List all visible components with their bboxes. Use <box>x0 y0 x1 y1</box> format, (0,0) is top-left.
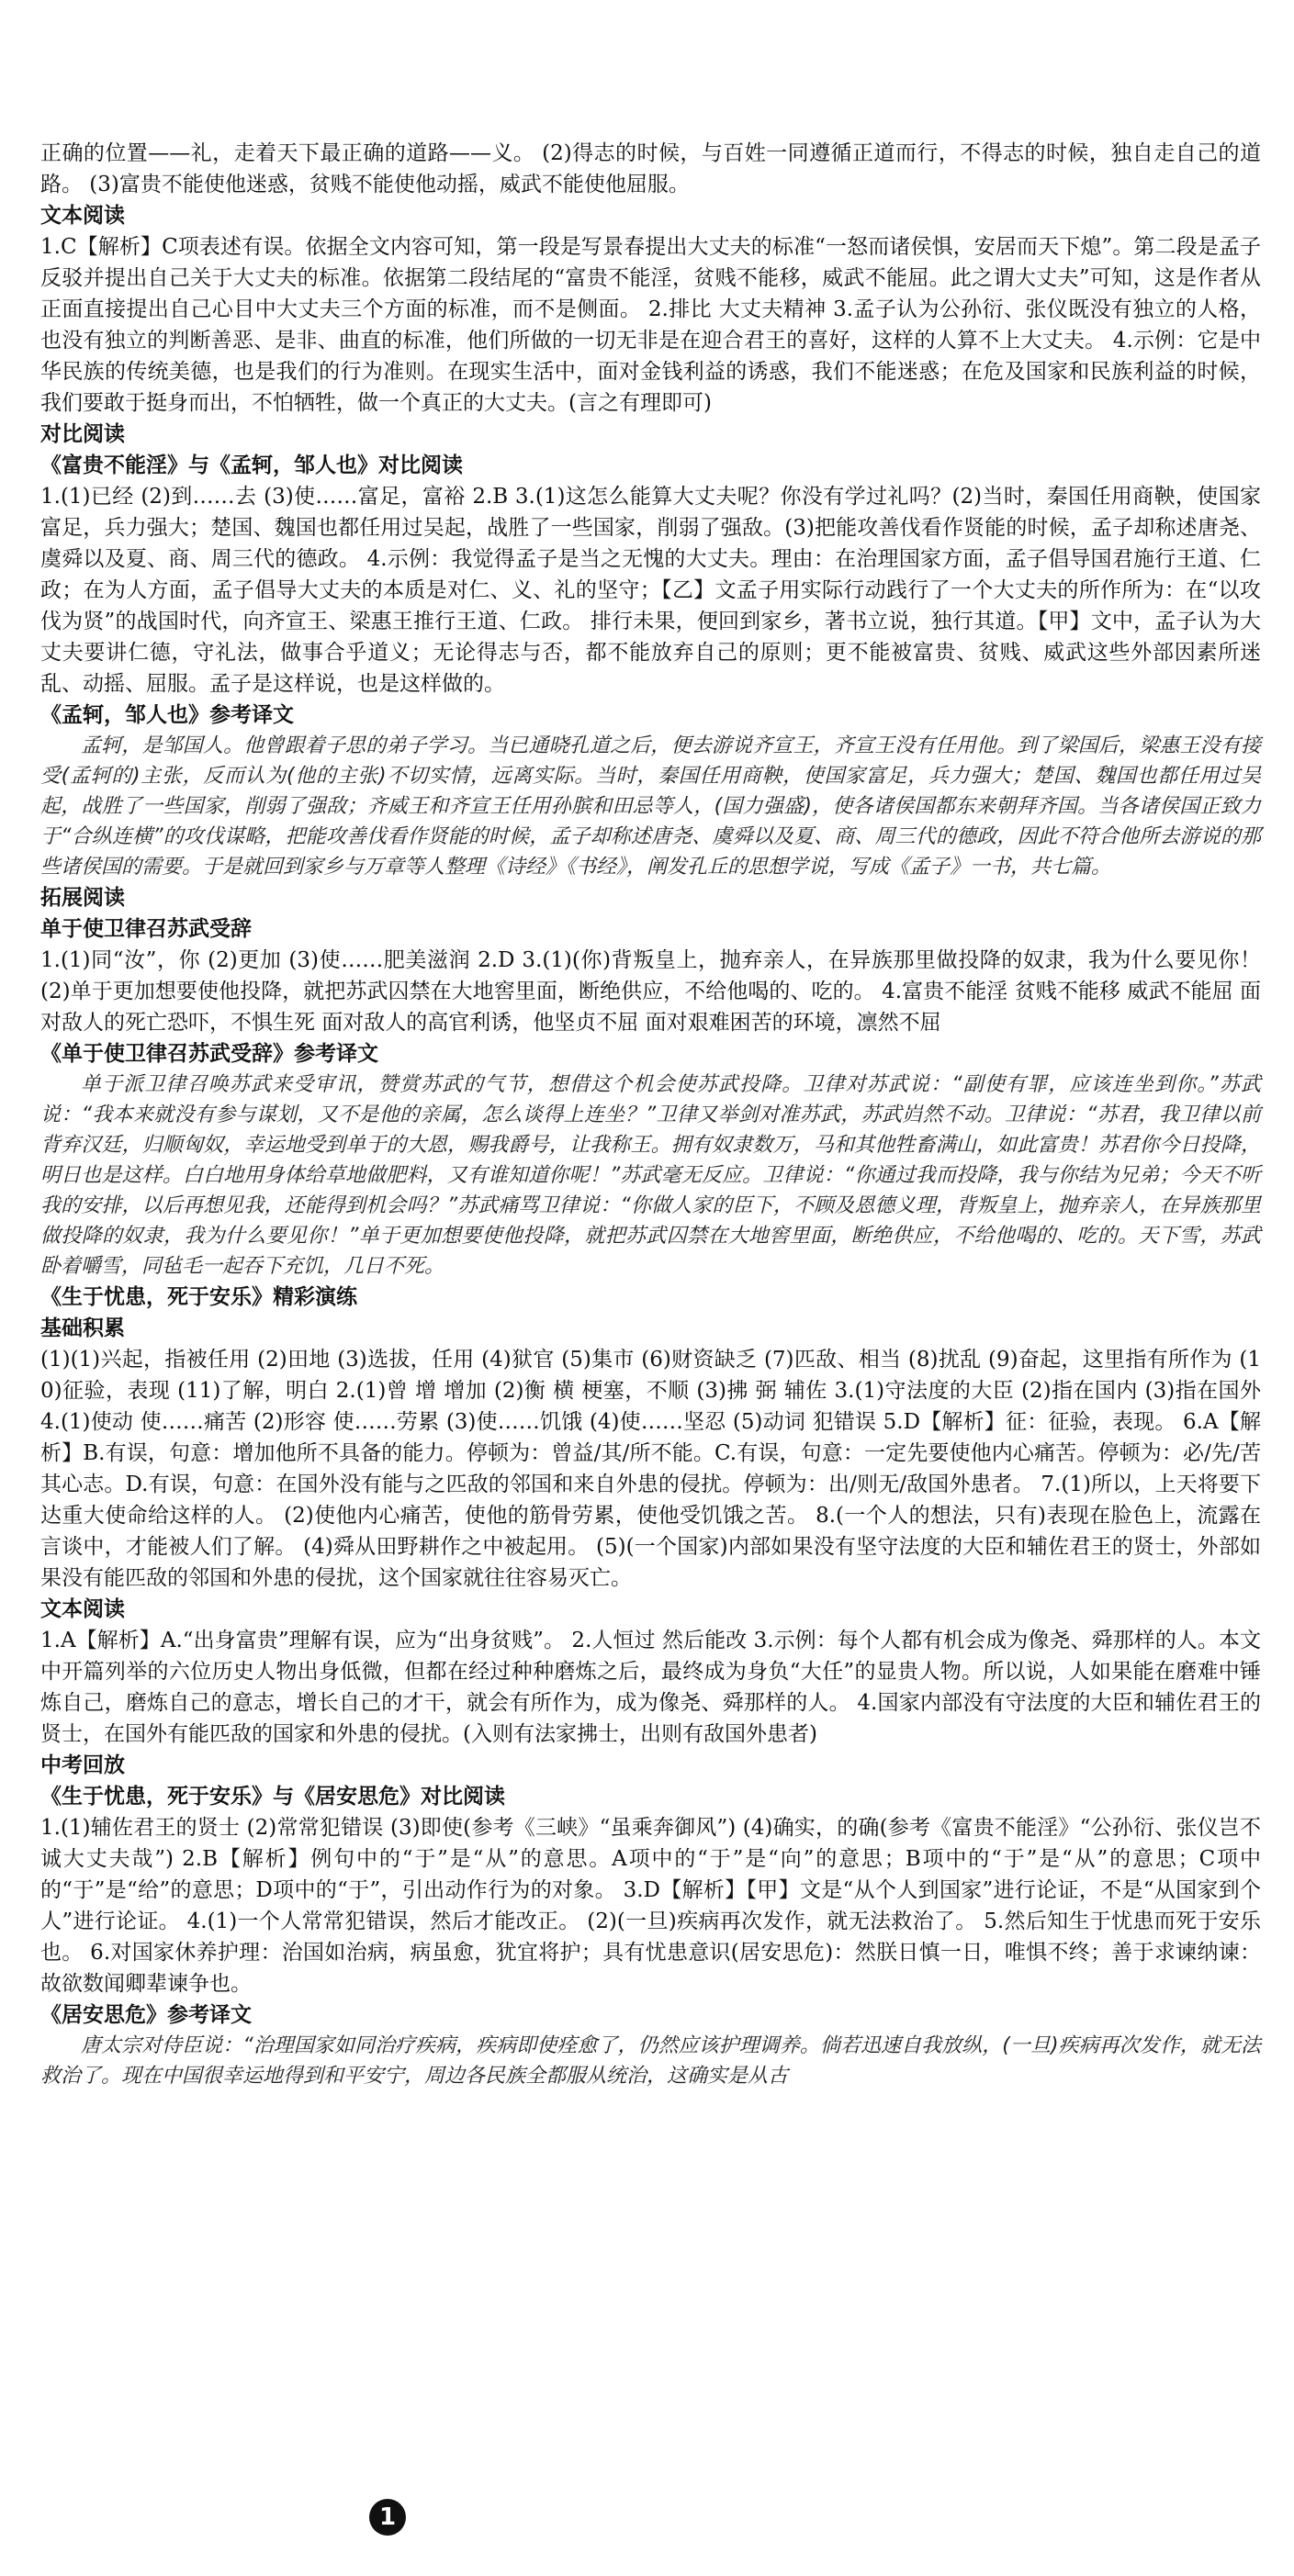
answer-content <box>40 138 1261 2091</box>
section-heading: 基础积累 <box>40 1316 125 1340</box>
subsection-heading: 《居安思危》参考译文 <box>40 2003 252 2027</box>
section-heading: 文本阅读 <box>40 1597 125 1621</box>
section-heading: 中考回放 <box>40 1753 125 1777</box>
translation-paragraph: 唐太宗对侍臣说：“治理国家如同治疗疾病，疾病即使痊愈了，仍然应该护理调养。倘若迅速自我放纵，(一旦)疾病再次发作，就无法救治了。现在中国很幸运地得到和平安宁，周边各民族全都服从统治，这确实是从古 <box>40 2034 1261 2088</box>
answer-paragraph: 1.(1)辅佐君王的贤士 (2)常常犯错误 (3)即使(参考《三峡》“虽乘奔御风”) (4)确实，的确(参考《富贵不能淫》“公孙衍、张仪岂不诚大丈夫哉”) 2.B【解析】例句中的“于”是“从”的意思。A项中的“于”是“向”的意思；B项中的“于”是“从”的意思；C项中的“于”是“给”的意思；D项中的“于”，引出动作行为的对象。 3.D【解析】【甲】文是“从个人到国家”进行论证，不是“从国家到个人”进行论证。 4.(1)一个人常常犯错误，然后才能改正。 (2)(一旦)疾病再次发作，就无法救治了。 5.然后知生于忧患而死于安乐也。 6.对国家休养护理：治国如治病，病虽愈，犹宜将护；具有忧患意识(居安思危)：然朕日慎一日，唯惧不终；善于求谏纳谏：故欲数闻卿辈谏争也。 <box>40 1816 1261 1996</box>
section-heading: 文本阅读 <box>40 204 125 228</box>
answer-paragraph: 正确的位置——礼，走着天下最正确的道路——义。 (2)得志的时候，与百姓一同遵循正道而行，不得志的时候，独自走自己的道路。 (3)富贵不能使他迷惑，贫贱不能使他动摇，威武不能使他屈服。 <box>40 141 1261 196</box>
subsection-heading: 《富贵不能淫》与《孟轲，邹人也》对比阅读 <box>40 454 463 477</box>
answer-paragraph: 1.C【解析】C项表述有误。依据全文内容可知，第一段是写景春提出大丈夫的标准“一怒而诸侯惧，安居而天下熄”。第二段是孟子反驳并提出自己关于大丈夫的标准。依据第二段结尾的“富贵不能淫，贫贱不能移，威武不能屈。此之谓大丈夫”可知，这是作者从正面直接提出自己心目中大丈夫三个方面的标准，而不是侧面。 2.排比 大丈夫精神 3.孟子认为公孙衍、张仪既没有独立的人格，也没有独立的判断善恶、是非、曲直的标准，他们所做的一切无非是在迎合君王的喜好，这样的人算不上大丈夫。 4.示例：它是中华民族的传统美德，也是我们的行为准则。在现实生活中，面对金钱利益的诱惑，我们不能迷惑；在危及国家和民族利益的时候，我们要敢于挺身而出，不怕牺牲，做一个真正的大丈夫。(言之有理即可) <box>40 235 1261 415</box>
answer-paragraph: (1)(1)兴起，指被任用 (2)田地 (3)选拔，任用 (4)狱官 (5)集市 (6)财资缺乏 (7)匹敌、相当 (8)扰乱 (9)奋起，这里指有所作为 (10)征验，表现 (11)了解，明白 2.(1)曾 增 增加 (2)衡 横 梗塞，不顺 (3)拂 弼 辅佐 3.(1)守法度的大臣 (2)指在国内 (3)指在国外 4.(1)使动 使……痛苦 (2)形容 使……劳累 (3)使……饥饿 (4)使……坚忍 (5)动词 犯错误 5.D【解析】征：征验，表现。 6.A【解析】B.有误，句意：增加他所不具备的能力。停顿为：曾益/其/所不能。C.有误，句意：一定先要使他内心痛苦。停顿为：必/先/苦其心志。D.有误，句意：在国外没有能与之匹敌的邻国和来自外患的侵扰。停顿为：出/则无/敌国外患者。 7.(1)所以，上天将要下达重大使命给这样的人。 (2)使他内心痛苦，使他的筋骨劳累，使他受饥饿之苦。 8.(一个人的想法，只有)表现在脸色上，流露在言谈中，才能被人们了解。 (4)舜从田野耕作之中被起用。 (5)(一个国家)内部如果没有坚守法度的大臣和辅佐君王的贤士，外部如果没有能匹敌的邻国和外患的侵扰，这个国家就往往容易灭亡。 <box>40 1348 1261 1590</box>
translation-paragraph: 孟轲，是邹国人。他曾跟着子思的弟子学习。当已通晓孔道之后，便去游说齐宣王，齐宣王没有任用他。到了梁国后，梁惠王没有接受(孟轲的)主张，反而认为(他的主张)不切实情，远离实际。当时，秦国任用商鞅，使国家富足，兵力强大；楚国、魏国也都任用过吴起，战胜了一些国家，削弱了强敌；齐威王和齐宣王任用孙膑和田忌等人，(国力强盛)，使各诸侯国都东来朝拜齐国。当各诸侯国正致力于“合纵连横”的攻伐谋略，把能攻善伐看作贤能的时候，孟子却称述唐尧、虞舜以及夏、商、周三代的德政，因此不符合他所去游说的那些诸侯国的需要。于是就回到家乡与万章等人整理《诗经》《书经》，阐发孔丘的思想学说，写成《孟子》一书，共七篇。 <box>40 734 1261 879</box>
answer-paragraph: 1.(1)同“汝”，你 (2)更加 (3)使……肥美滋润 2.D 3.(1)(你)背叛皇上，抛弃亲人，在异族那里做投降的奴隶，我为什么要见你！ (2)单于更加想要使他投降，就把苏武囚禁在大地窖里面，断绝供应，不给他喝的、吃的。 4.富贵不能淫 贫贱不能移 威武不能屈 面对敌人的死亡恐吓，不惧生死 面对敌人的高官利诱，他坚贞不屈 面对艰难困苦的环境，凛然不屈 <box>40 948 1261 1035</box>
answer-paragraph: 1.A【解析】A.“出身富贵”理解有误，应为“出身贫贱”。 2.人恒过 然后能改 3.示例：每个人都有机会成为像尧、舜那样的人。本文中开篇列举的六位历史人物出身低微，但都在经过种种磨炼之后，最终成为身负“大任”的显贵人物。所以说，人如果能在磨难中锤炼自己，磨炼自己的意志，增长自己的才干，就会有所作为，成为像尧、舜那样的人。 4.国家内部没有守法度的大臣和辅佐君王的贤士，在国外有能匹敌的国家和外患的侵扰。(入则有法家拂士，出则有敌国外患者) <box>40 1629 1261 1746</box>
subsection-heading: 《生于忧患，死于安乐》精彩演练 <box>40 1285 357 1309</box>
subsection-heading: 《孟轲，邹人也》参考译文 <box>40 703 294 727</box>
subsection-heading: 《单于使卫律召苏武受辞》参考译文 <box>40 1042 378 1066</box>
answer-paragraph: 1.(1)已经 (2)到……去 (3)使……富足，富裕 2.B 3.(1)这怎么能算大丈夫呢？你没有学过礼吗？(2)当时，秦国任用商鞅，使国家富足，兵力强大；楚国、魏国也都任用过吴起，战胜了一些国家，削弱了强敌。(3)把能攻善伐看作贤能的时候，孟子却称述唐尧、虞舜以及夏、商、周三代的德政。 4.示例：我觉得孟子是当之无愧的大丈夫。理由：在治理国家方面，孟子倡导国君施行王道、仁政；在为人方面，孟子倡导大丈夫的本质是对仁、义、礼的坚守；【乙】文孟子用实际行动践行了一个大丈夫的所作所为：在“以攻伐为贤”的战国时代，向齐宣王、梁惠王推行王道、仁政。 排行未果，便回到家乡，著书立说，独行其道。【甲】文中，孟子认为大丈夫要讲仁德，守礼法，做事合乎道义；无论得志与否，都不能放弃自己的原则；更不能被富贵、贫贱、威武这些外部因素所迷乱、动摇、屈服。孟子是这样说，也是这样做的。 <box>40 485 1261 696</box>
translation-paragraph: 单于派卫律召唤苏武来受审讯，赞赏苏武的气节，想借这个机会使苏武投降。卫律对苏武说：“副使有罪，应该连坐到你。”苏武说：“我本来就没有参与谋划，又不是他的亲属，怎么谈得上连坐？”卫律又举剑对准苏武，苏武岿然不动。卫律说：“苏君，我卫律以前背弃汉廷，归顺匈奴，幸运地受到单于的大恩，赐我爵号，让我称王。拥有奴隶数万，马和其他牲畜满山，如此富贵！苏君你今日投降，明日也是这样。白白地用身体给草地做肥料，又有谁知道你呢！”苏武毫无反应。卫律说：“你通过我而投降，我与你结为兄弟；今天不听我的安排，以后再想见我，还能得到机会吗？”苏武痛骂卫律说：“你做人家的臣下，不顾及恩德义理，背叛皇上，抛弃亲人，在异族那里做投降的奴隶，我为什么要见你！”单于更加想要使他投降，就把苏武囚禁在大地窖里面，断绝供应，不给他喝的、吃的。天下雪，苏武卧着嚼雪，同毡毛一起吞下充饥，几日不死。 <box>40 1073 1261 1278</box>
subsection-heading: 《生于忧患，死于安乐》与《居安思危》对比阅读 <box>40 1785 505 1809</box>
page-number-badge: 1 <box>369 2499 406 2536</box>
section-heading: 拓展阅读 <box>40 886 125 910</box>
section-heading: 对比阅读 <box>40 422 125 446</box>
subsection-heading: 单于使卫律召苏武受辞 <box>40 917 252 941</box>
